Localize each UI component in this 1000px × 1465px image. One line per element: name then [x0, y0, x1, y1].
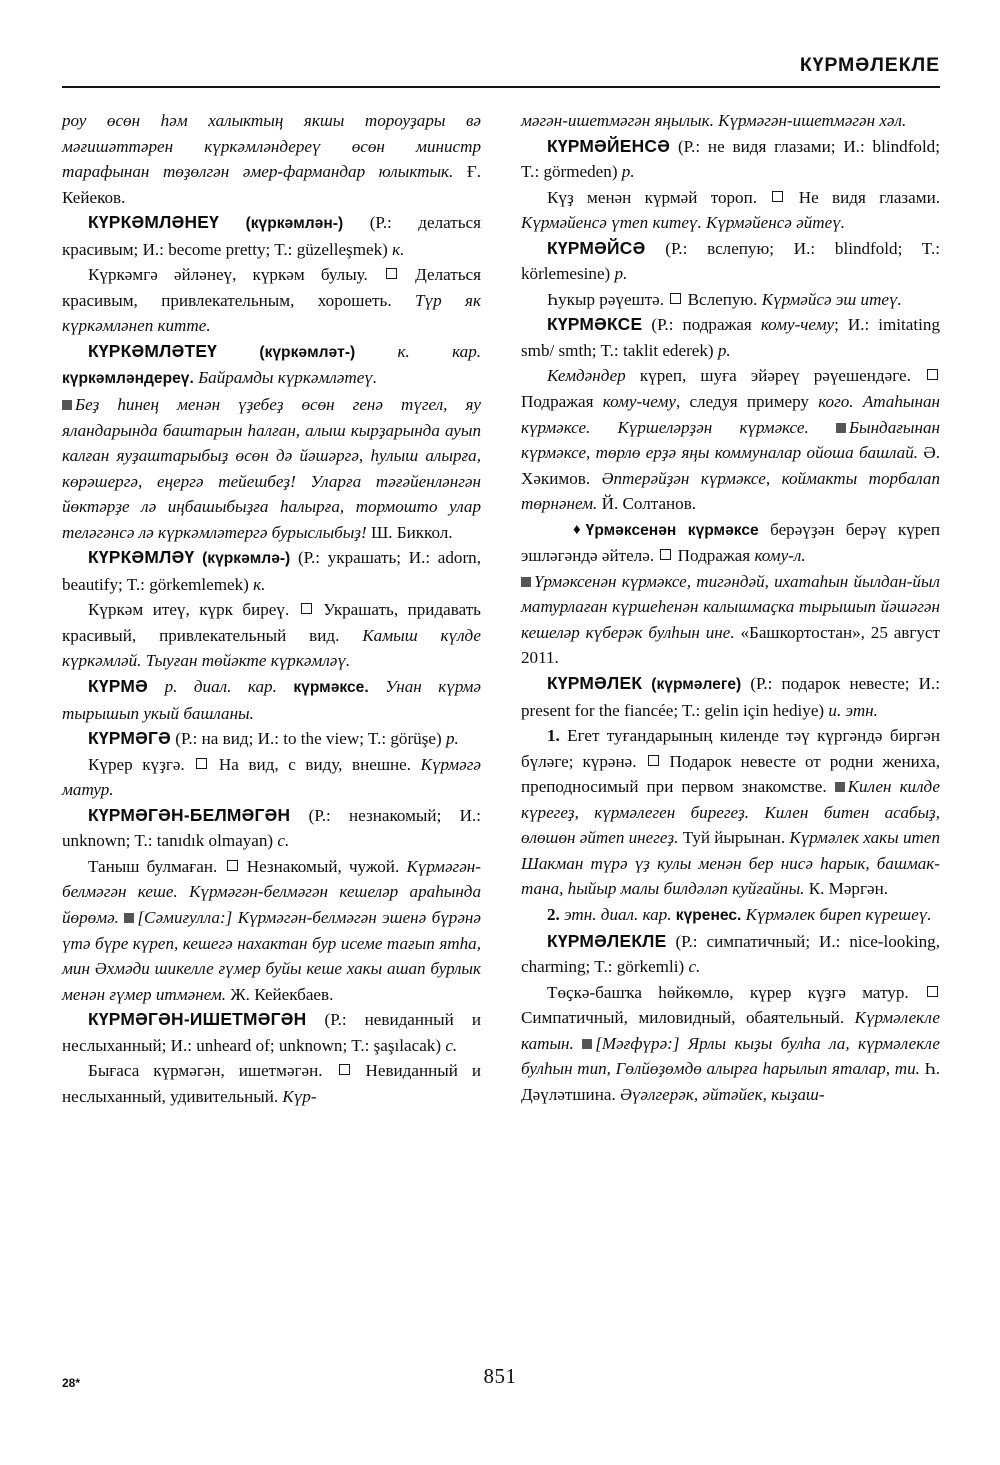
example-continued: Күр-	[282, 1086, 317, 1106]
example: Камыш күлде күркәмләй. Тыуған төйәкте күркәмләү.	[62, 625, 481, 671]
definition-russian: Невиданный и неслыханный, удивительный.	[62, 1061, 481, 1106]
headword-form: (күркәмләт-)	[259, 343, 356, 361]
definition-bashkir: Күркәмгә әйләнеү, күркәм булыу.	[88, 265, 368, 285]
example: Түр як күркәмләнеп китте.	[62, 290, 481, 336]
headword-form: (күркәмлән-)	[245, 215, 344, 233]
headword: КҮРМӘ	[88, 676, 149, 697]
sense-kurmalek-2	[521, 902, 940, 929]
quote-author: Һ. Дәүләтшина.	[521, 1059, 941, 1104]
example: Күрмәгә матур.	[62, 754, 481, 800]
example: Атаһынан күрмәксе. Күршеләрҙән күрмәксе.	[521, 392, 940, 437]
sense-kurmagan-ishetmagan-1	[62, 1058, 481, 1109]
part-of-speech: р.	[621, 162, 635, 182]
filled-square-marker-icon	[62, 400, 72, 410]
headword-form: (күрмәлеге)	[651, 676, 742, 694]
gloss-italic: кому-чему	[760, 315, 835, 335]
definition-russian: Украшать, придавать красивый, привлекательный вид.	[62, 600, 481, 645]
headword: КҮРМӘЙСӘ	[547, 237, 646, 258]
sense-kurmakse-1	[521, 363, 940, 516]
quote-text: Беҙ һинең менән үҙебеҙ өсөн генә түгел, яу яландарында баштарын һалған, алыш кырҙарында ауып калған яуҙаштарыбыҙ өсөн дә йәшәргә, һулыш алырға, көрәшергә, еңергә тейешбеҙ! Уларға тәғәйенләнгән йөктәрҙе лә иңбашыбыҙға һалырға, тормошто улар теләгәнсә лә күркәмләтергә бурыслыбыҙ!	[62, 395, 481, 542]
sense-kurmalekle-1	[521, 980, 940, 1108]
entry-kurmaysa	[521, 236, 940, 287]
sense-number: 2.	[547, 904, 560, 924]
quote-speaker: [Мәғфүрә:]	[595, 1033, 680, 1053]
open-box-marker-icon	[196, 758, 207, 769]
quote-kurkamlateu	[62, 392, 481, 545]
open-box-marker-icon	[772, 191, 783, 202]
part-of-speech: и. этн.	[828, 700, 878, 720]
sense-kurmagan-belmagan-1	[62, 854, 481, 1007]
definition-bashkir: күреп, шуға эйәреү рәүешендәге.	[625, 366, 911, 386]
open-box-marker-icon	[670, 293, 681, 304]
sense-kurkamlau-1	[62, 597, 481, 674]
sense-kurmalek-1	[521, 723, 940, 902]
gloss: (Р.: невиданный и неслыханный; И.: unheard of; unknown; T.: şaşılacak)	[62, 1010, 481, 1055]
entry-kurmagan-belmagan	[62, 803, 481, 854]
gloss-part-a: (Р.: подражая	[651, 315, 761, 335]
part-of-speech: р.	[717, 340, 731, 360]
idiom-urmaksenan-kurmakse	[521, 517, 940, 569]
quote-source: «Башкортостан», 25 август 2011.	[521, 622, 940, 668]
quote-speaker: [Сәмиғулла:]	[137, 907, 233, 927]
signature-mark: 28*	[62, 1376, 81, 1390]
open-box-marker-icon	[227, 860, 238, 871]
definition-russian: Делаться красивым, привлекательным, хорошеть.	[62, 265, 481, 310]
example: Күрмәлек биреп күрешеү.	[745, 904, 932, 924]
sense-kurmayensa-1	[521, 185, 940, 236]
open-box-marker-icon	[339, 1064, 350, 1075]
part-of-speech: с.	[277, 831, 290, 851]
quote-continued: Әүәлгерәк, әйтәйек, кыҙаш-	[619, 1084, 825, 1104]
definition-bashkir: Егет туғандарының киленде тәү күргәндә биргән бүләге; күрәнә.	[521, 726, 940, 771]
definition-bashkir: Таныш булмаған.	[88, 856, 218, 876]
gloss: (Р.: незнакомый; И.: unknown; T.: tanıdık olmayan)	[62, 805, 481, 851]
definition-russian: Незнакомый, чужой.	[246, 856, 400, 876]
entry-kurmalekle	[521, 929, 940, 980]
headword: КҮРКӘМЛӘҮ	[88, 547, 195, 568]
quote-author-2: К. Мәргән.	[804, 879, 888, 899]
example: Күрмәлекле катын.	[521, 1008, 940, 1053]
sense-kurmaysa-1	[521, 287, 940, 313]
definition-bashkir: Бығаса күрмәгән, ишетмәгән.	[88, 1061, 323, 1081]
continuation-text-b: һәм халыктың якшы тороуҙары вә мәғишәттәрен күркәмләндереү өсөн министр тарафынан төҙөлгән әмер-фармандар юлыктык.	[62, 111, 482, 182]
headword: КҮРМӘЛЕКЛЕ	[547, 930, 667, 951]
gloss: (Р.: подарок невесте; И.: present for the fiancée; T.: gelin için hediye)	[521, 674, 940, 720]
open-box-marker-icon	[648, 755, 659, 766]
headword: КҮРМӘЙЕНСӘ	[547, 135, 671, 156]
definition-bashkir: Күҙ менән күрмәй тороп.	[547, 187, 758, 207]
quote-author: Ш. Биккол.	[366, 522, 453, 542]
filled-square-marker-icon	[836, 423, 846, 433]
quote-author-2: Й. Солтанов.	[597, 494, 697, 514]
cross-reference: күрмәксе.	[293, 679, 369, 697]
part-of-speech: р.	[445, 729, 459, 749]
see-label: кар.	[452, 341, 482, 361]
part-of-speech: с.	[445, 1035, 458, 1055]
quote-text: Килен килде күрегеҙ, күрмәлеген бирегеҙ. Килен битен асабыҙ, өлөшөн әйтеп инегеҙ.	[521, 777, 941, 848]
gloss-part-b: ; И.: imitating smb/ smth; T.: taklit ederek)	[521, 315, 940, 360]
part-of-speech: к.	[253, 574, 266, 594]
see-label: кар.	[247, 677, 277, 697]
see-label: кар.	[642, 904, 672, 924]
quote-author: Ж. Кейекбаев.	[226, 984, 334, 1004]
idiom-phrase: Үрмәксенән күрмәксе	[585, 521, 759, 539]
sense-number: 1.	[547, 726, 560, 746]
definition-bashkir: Күркәм итеү, күрк биреү.	[88, 600, 290, 620]
quote-text-2: Күрмәлек хакы итеп Шакман түрә үҙ кулы менән бер нисә һарык, башмак-тана, һыйыр малы билдәләп куйғайны.	[521, 828, 940, 899]
sense-kurkamlaneu-1	[62, 262, 481, 339]
entry-kurmakse	[521, 312, 940, 363]
definition-russian-italic: кому-чему	[602, 392, 676, 412]
definition-russian-a: Подражая	[521, 392, 603, 412]
definition-russian: На вид, с виду, внешне.	[218, 754, 412, 774]
cross-reference: күренес.	[675, 906, 742, 924]
quote-text-2: Әптерәйҙән күрмәксе, коймакты торбалап төрнәнем.	[521, 468, 940, 514]
gloss: (Р.: симпатичный; И.: nice-looking, charming; T.: görkemli)	[521, 931, 940, 977]
definition-russian: Не видя глазами.	[798, 187, 940, 207]
open-box-marker-icon	[927, 986, 938, 997]
header-rule	[62, 86, 940, 88]
headword: КҮРМӘГӘ	[88, 728, 172, 749]
part-of-speech: этн. диал.	[564, 904, 639, 924]
gloss: (Р.: не видя глазами; И.: blindfold; T.: görmeden)	[521, 136, 940, 182]
definition-russian-b: , следуя примеру	[675, 392, 819, 412]
example: Күрмәйенсә үтеп китеү. Күрмәйенсә әйтеү.	[521, 213, 846, 233]
entry-kurkamlau	[62, 545, 481, 597]
running-head: КҮРМӘЛЕКЛЕ	[799, 54, 940, 76]
idiom-definition-russian-italic: кому-л.	[754, 546, 806, 566]
headword: КҮРКӘМЛӘТЕҮ	[88, 340, 218, 361]
filled-square-marker-icon	[521, 577, 531, 587]
headword-form: (күркәмлә-)	[202, 550, 291, 568]
right-column	[521, 108, 940, 1300]
part-of-speech: р. диал.	[164, 677, 232, 697]
diamond-marker-icon: ♦	[573, 521, 581, 538]
entry-kurmaga	[62, 726, 481, 752]
continuation-paragraph	[521, 108, 940, 134]
definition-russian-italic-2: кого.	[818, 392, 854, 412]
entry-kurmagan-ishetmagan	[62, 1007, 481, 1058]
definition-russian: Подарок невесте от родни жениха, преподносимый при первом знакомстве.	[521, 751, 940, 797]
headword: КҮРМӘГӘН-БЕЛМӘГӘН	[88, 804, 291, 825]
entry-kurmayensa	[521, 134, 940, 185]
open-box-marker-icon	[927, 369, 938, 380]
definition-bashkir: Төҫкә-башҡа һөйкөмлө, күрер күҙгә матур.	[547, 982, 909, 1002]
entry-kurmalek	[521, 671, 940, 723]
open-box-marker-icon	[660, 549, 671, 560]
gloss: (Р.: делаться красивым; И.: become pretty; T.: güzelleşmek)	[62, 213, 481, 259]
idiom-definition-russian-a: Подражая	[677, 546, 755, 566]
definition-bashkir: Күрер күҙгә.	[88, 754, 185, 774]
definition-russian: Симпатичный, миловидный, обаятельный.	[521, 1008, 845, 1028]
quote-text: Бындағынан күрмәксе, төрлө ерҙә яңы коммуналар ойоша башлай.	[521, 417, 940, 463]
entry-kurkamlaneu	[62, 210, 481, 262]
body-columns	[62, 108, 940, 1300]
quote-author: Туй йырынан.	[678, 828, 786, 848]
quote-text: Күрмәгән-белмәгән эшенә бүрәнә үтә бүре күреп, кешегә нахактан бур исеме тағып ятһа, мин Әхмәди шикелле ғүмер буйы кеше хакы ашап бурлык менән ғүмер итмәнем.	[62, 907, 481, 1004]
left-column	[62, 108, 481, 1300]
open-box-marker-icon	[301, 603, 312, 614]
filled-square-marker-icon	[835, 782, 845, 792]
part-of-speech: с.	[688, 957, 701, 977]
gloss: (Р.: украшать; И.: adorn, beautify; T.: görkemlemek)	[62, 548, 481, 594]
headword: КҮРМӘГӘН-ИШЕТМӘГӘН	[88, 1009, 307, 1030]
sense-kurmaga-1	[62, 752, 481, 803]
entry-kurkamlateu	[62, 339, 481, 392]
definition-bashkir-italic: Кемдәндер	[547, 366, 626, 386]
part-of-speech: к.	[392, 239, 405, 259]
headword: КҮРМӘКСЕ	[547, 314, 643, 335]
definition-russian: Вслепую.	[687, 289, 758, 309]
example: Унан күрмә тырышып укый башланы.	[62, 677, 482, 723]
quote-text: Үрмәксенән күрмәксе, тигәндәй, ихатаһын йылдан-йыл матурлаған күршеһенән калышмаҫка тырышып йәшәгән кешеләр күберәк булһын ине.	[521, 571, 940, 642]
example: Күрмәгән-белмәгән кеше. Күрмәгән-белмәгән кешеләр араһында йөрөмә.	[62, 856, 481, 927]
gloss: (Р.: на вид; И.: to the view; T.: görüşe)	[175, 729, 442, 749]
definition-bashkir: Һукыр рәүештә.	[547, 289, 665, 309]
idiom-definition-bashkir: берәүҙән берәү күреп эшләгәндә әйтелә.	[521, 519, 941, 566]
open-box-marker-icon	[386, 268, 397, 279]
quote-author: Ә. Хәкимов.	[521, 443, 940, 488]
part-of-speech: к.	[397, 341, 410, 361]
headword: КҮРМӘЛЕК	[547, 673, 643, 694]
entry-kurma	[62, 674, 481, 726]
cross-reference: күркәмләндереү.	[62, 370, 194, 388]
continuation-paragraph	[62, 108, 481, 210]
part-of-speech: р.	[614, 264, 628, 284]
filled-square-marker-icon	[124, 913, 134, 923]
continuation-text-a: роу өсөн	[62, 111, 161, 130]
continuation-text: мәгән-ишетмәгән яңылык. Күрмәгән-ишетмәгән хәл.	[521, 111, 907, 130]
headword: КҮРКӘМЛӘНЕҮ	[88, 212, 220, 233]
continuation-citation: Ғ. Кейеков.	[62, 162, 481, 207]
example: Күрмәйсә эш итеү.	[761, 289, 902, 309]
quote-text: Ярлы кыҙы булһа ла, күрмәлекле булһын тип, Гөлйөҙөмдө алырға һарылып яталар, ти.	[521, 1033, 940, 1079]
filled-square-marker-icon	[582, 1039, 592, 1049]
page-number: 851	[483, 1364, 517, 1388]
example: Байрамды күркәмләтеү.	[198, 368, 378, 388]
idiom-quote	[521, 569, 940, 671]
gloss: (Р.: вслепую; И.: blindfold; T.: körlemesine)	[521, 238, 940, 284]
